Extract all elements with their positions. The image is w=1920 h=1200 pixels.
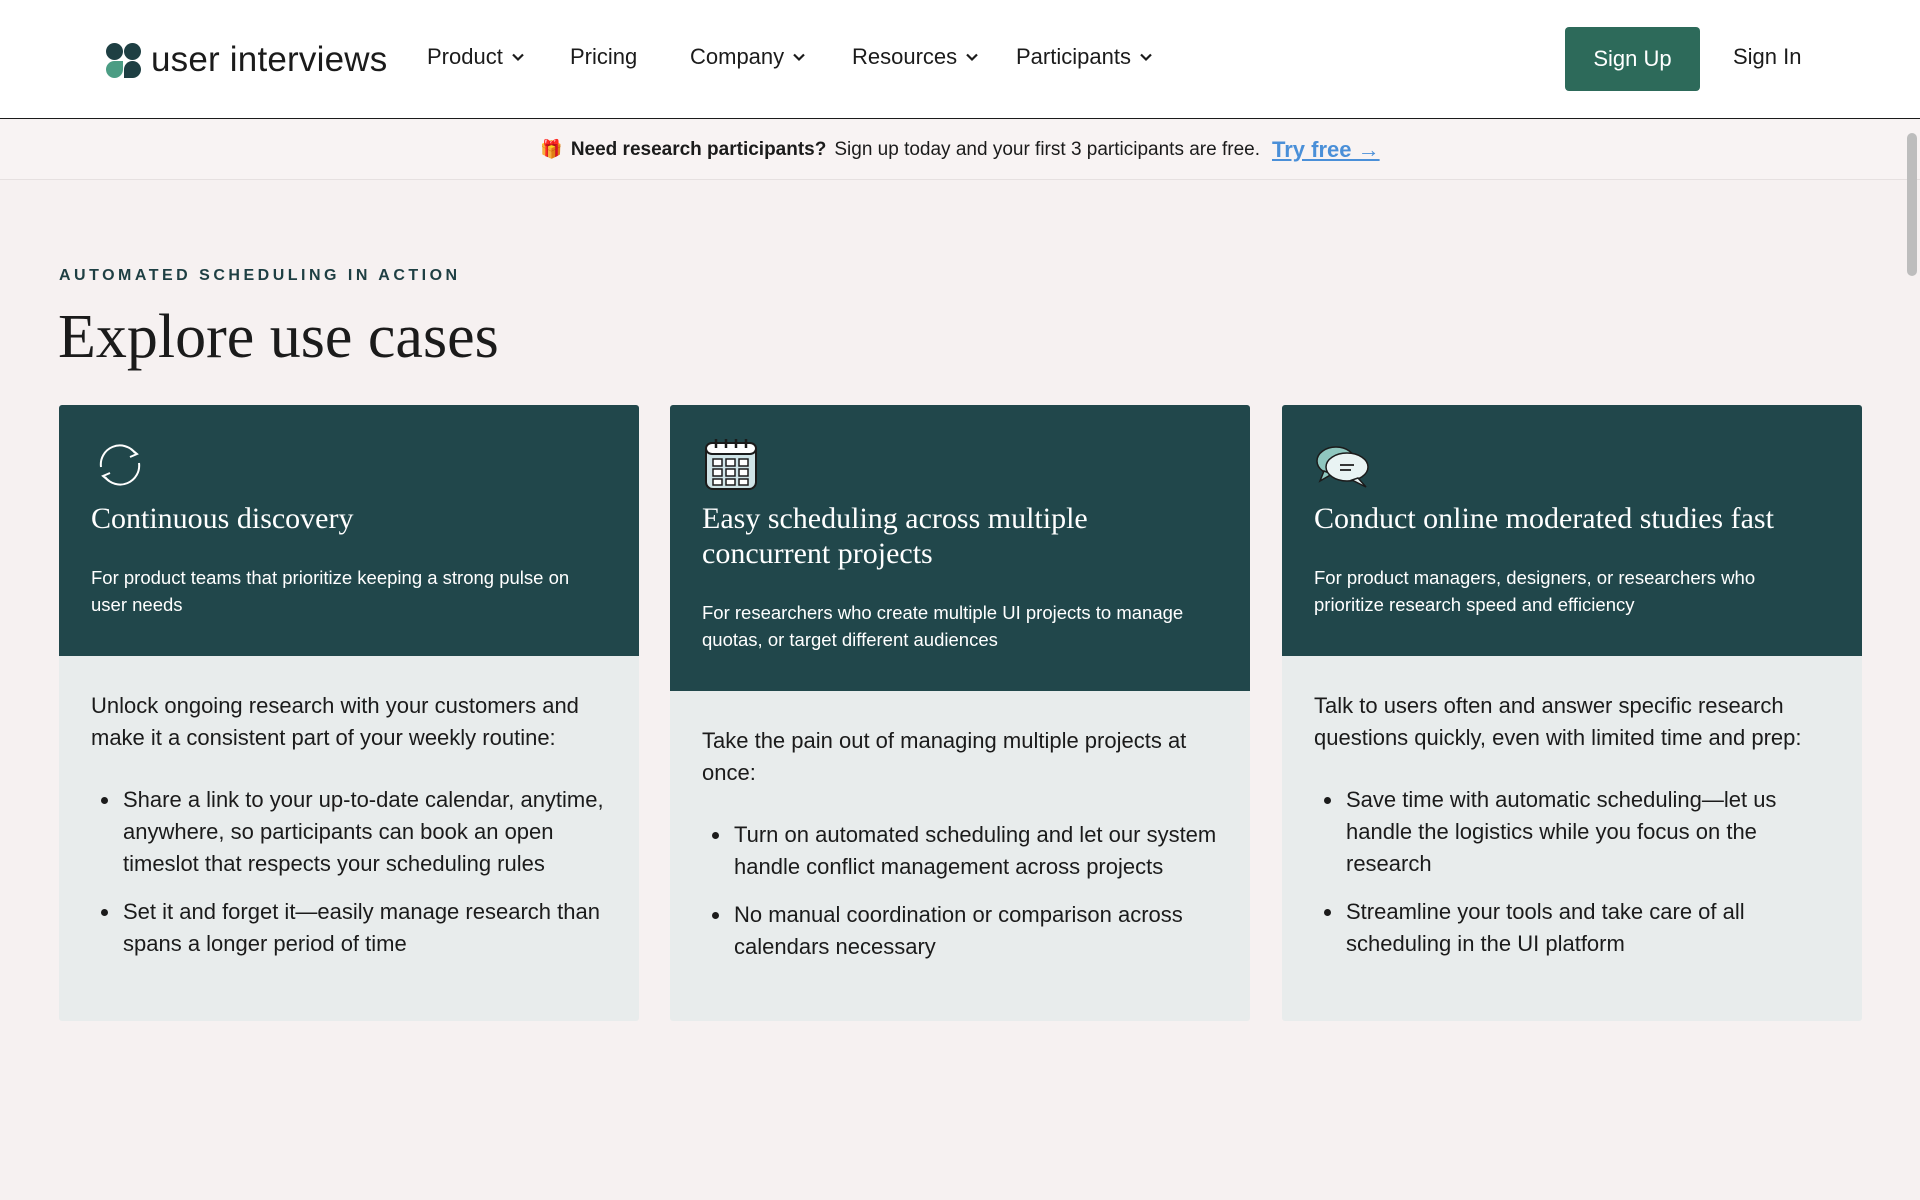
card-header [59, 405, 639, 656]
card-title: Continuous discovery [91, 502, 354, 535]
logo-mark-icon [106, 43, 141, 78]
calendar-icon [702, 437, 760, 493]
card-bullet-list [1314, 784, 1830, 960]
nav-item-participants[interactable] [1016, 44, 1153, 70]
logo-text: user interviews [151, 40, 388, 79]
chevron-down-icon [965, 50, 979, 64]
promo-banner [0, 120, 1920, 180]
card-intro: Unlock ongoing research with your customers and make it a consistent part of your weekly routine: [91, 693, 579, 750]
list-item: Set it and forget it—easily manage research than spans a longer period of time [91, 896, 607, 960]
section-eyebrow: AUTOMATED SCHEDULING IN ACTION [59, 267, 461, 284]
card-body [1282, 656, 1862, 960]
banner-bold-text: Need research participants? [570, 138, 827, 160]
chevron-down-icon [511, 50, 525, 64]
nav-item-label: Product [427, 44, 503, 69]
nav-item-label: Resources [852, 44, 958, 69]
card-body [59, 656, 639, 960]
card-header [1282, 405, 1862, 656]
try-free-link[interactable]: Try free → [1272, 136, 1380, 162]
card-bullet-list [702, 819, 1218, 963]
chevron-down-icon [1139, 50, 1153, 64]
sign-in-link[interactable]: Sign In [1733, 44, 1802, 69]
nav-item-resources[interactable] [852, 44, 979, 70]
chat-bubbles-icon [1314, 437, 1372, 493]
gift-icon: 🎁 [540, 139, 563, 159]
nav-item-product[interactable] [427, 44, 525, 70]
nav-item-label: Participants [1016, 44, 1131, 69]
list-item: No manual coordination or comparison across calendars necessary [702, 899, 1218, 963]
sign-up-button[interactable]: Sign Up [1565, 27, 1700, 91]
use-case-card [59, 405, 639, 1021]
card-subtitle: For product managers, designers, or researchers who prioritize research speed and efficiency [1314, 567, 1756, 615]
card-title: Conduct online moderated studies fast [1314, 502, 1774, 535]
list-item: Save time with automatic scheduling—let us handle the logistics while you focus on the research [1314, 784, 1830, 880]
site-header [0, 0, 1920, 119]
nav-item-label: Company [690, 44, 785, 69]
list-item: Turn on automated scheduling and let our system handle conflict management across projects [702, 819, 1218, 883]
use-case-card [1282, 405, 1862, 1021]
logo[interactable] [106, 40, 387, 80]
banner-text: Sign up today and your first 3 participants are free. [834, 138, 1260, 160]
list-item: Share a link to your up-to-date calendar, anytime, anywhere, so participants can book an open timeslot that respects your scheduling rules [91, 784, 607, 880]
card-intro: Take the pain out of managing multiple projects at once: [702, 728, 1187, 785]
card-title: Easy scheduling across multiple concurrent projects [702, 502, 1088, 570]
nav-item-pricing[interactable] [570, 44, 637, 70]
nav-item-label: Pricing [570, 44, 638, 69]
card-body [670, 691, 1250, 963]
use-case-card [670, 405, 1250, 1021]
section-title: Explore use cases [58, 303, 499, 371]
card-bullet-list [91, 784, 607, 960]
card-intro: Talk to users often and answer specific research questions quickly, even with limited time and prep: [1314, 693, 1802, 750]
card-subtitle: For product teams that prioritize keeping a strong pulse on user needs [91, 567, 570, 615]
chevron-down-icon [792, 50, 806, 64]
card-subtitle: For researchers who create multiple UI projects to manage quotas, or target different audiences [702, 602, 1184, 650]
list-item: Streamline your tools and take care of all scheduling in the UI platform [1314, 896, 1830, 960]
card-header [670, 405, 1250, 691]
nav-item-company[interactable] [690, 44, 806, 70]
scrollbar-thumb[interactable] [1907, 133, 1917, 276]
refresh-cycle-icon [91, 437, 149, 493]
